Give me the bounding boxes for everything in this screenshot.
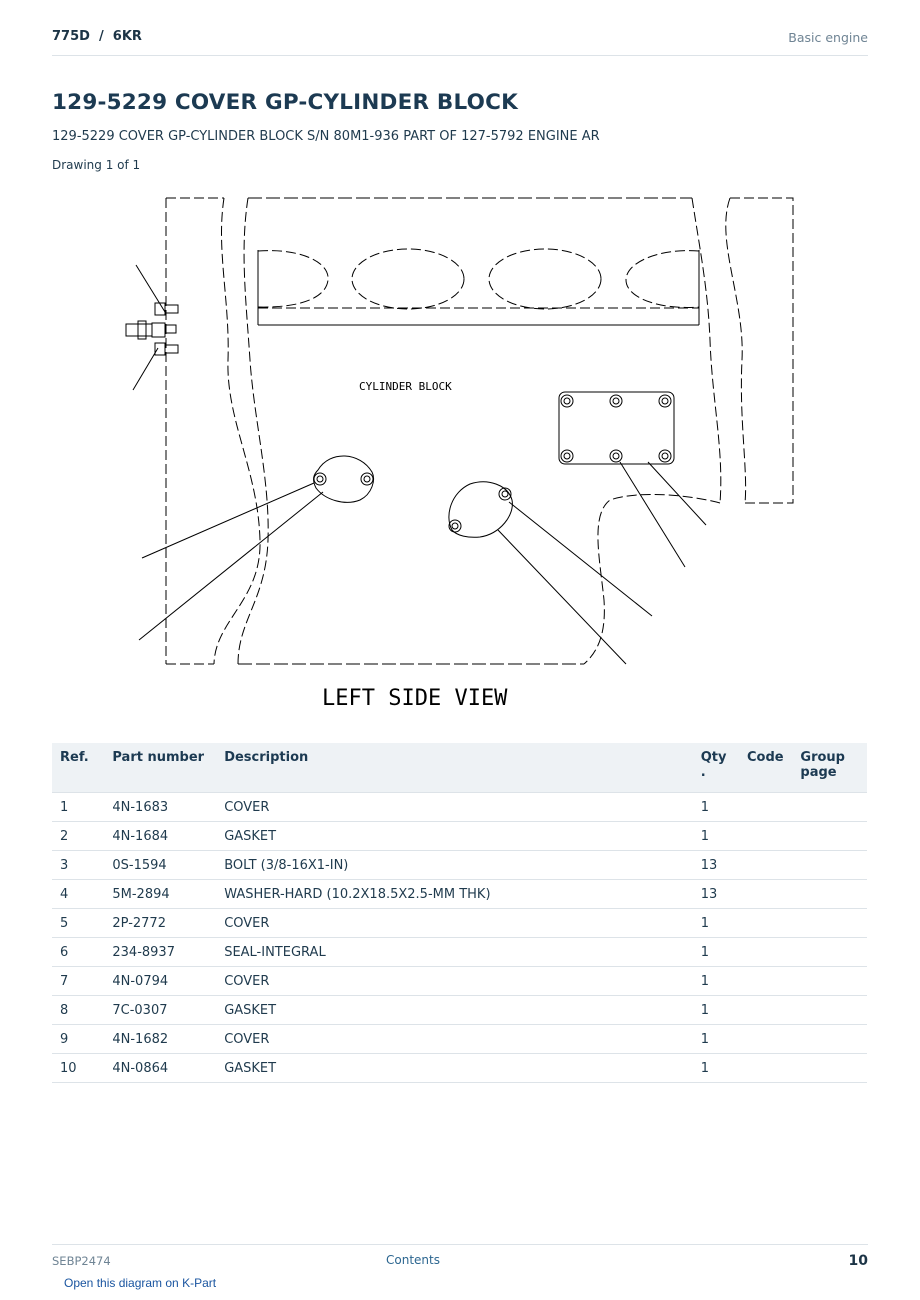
cell-group-page	[792, 851, 867, 880]
cell-ref: 4	[52, 880, 104, 909]
parts-table	[52, 743, 867, 1083]
cell-qty: 1	[693, 909, 739, 938]
cell-code	[739, 793, 792, 822]
cell-qty: 1	[693, 967, 739, 996]
col-description: Description	[216, 743, 693, 793]
cell-group-page	[792, 793, 867, 822]
table-row	[52, 938, 867, 967]
cell-part-number: 4N-1682	[104, 1025, 216, 1054]
cell-description: BOLT (3/8-16X1-IN)	[216, 851, 693, 880]
cell-description: COVER	[216, 909, 693, 938]
cell-qty: 1	[693, 1025, 739, 1054]
table-row	[52, 880, 867, 909]
cell-code	[739, 1054, 792, 1083]
cell-ref: 6	[52, 938, 104, 967]
cell-code	[739, 851, 792, 880]
table-header-row	[52, 743, 867, 793]
cell-qty: 1	[693, 1054, 739, 1083]
cell-group-page	[792, 967, 867, 996]
cell-group-page	[792, 909, 867, 938]
page-title: 129-5229 COVER GP-CYLINDER BLOCK	[52, 90, 518, 115]
cell-part-number: 0S-1594	[104, 851, 216, 880]
cell-group-page	[792, 822, 867, 851]
cell-qty: 1	[693, 793, 739, 822]
cell-code	[739, 822, 792, 851]
page-subtitle: 129-5229 COVER GP-CYLINDER BLOCK S/N 80M1-936 PART OF 127-5792 ENGINE AR	[52, 129, 600, 144]
col-group-page: Group page	[792, 743, 867, 793]
cell-group-page	[792, 996, 867, 1025]
diagram-caption: LEFT SIDE VIEW	[322, 686, 508, 711]
cell-code	[739, 1025, 792, 1054]
document-code: SEBP2474	[52, 1254, 111, 1268]
cell-ref: 5	[52, 909, 104, 938]
cell-part-number: 4N-1684	[104, 822, 216, 851]
table-row	[52, 793, 867, 822]
cell-qty: 1	[693, 996, 739, 1025]
drawing-count: Drawing 1 of 1	[52, 158, 141, 172]
table-row	[52, 1025, 867, 1054]
cell-group-page	[792, 1025, 867, 1054]
cell-ref: 9	[52, 1025, 104, 1054]
table-row	[52, 822, 867, 851]
diagram-inner-label: CYLINDER BLOCK	[359, 380, 452, 393]
parts-diagram	[90, 185, 830, 715]
cell-description: GASKET	[216, 822, 693, 851]
table-row	[52, 1054, 867, 1083]
table-row	[52, 967, 867, 996]
section-name: Basic engine	[788, 30, 868, 45]
table-row	[52, 851, 867, 880]
parts-table-body	[52, 793, 867, 1083]
cell-code	[739, 967, 792, 996]
cell-description: SEAL-INTEGRAL	[216, 938, 693, 967]
cell-description: COVER	[216, 793, 693, 822]
cell-part-number: 5M-2894	[104, 880, 216, 909]
cell-description: WASHER-HARD (10.2X18.5X2.5-MM THK)	[216, 880, 693, 909]
cell-group-page	[792, 880, 867, 909]
cell-qty: 13	[693, 851, 739, 880]
cell-part-number: 4N-1683	[104, 793, 216, 822]
cell-code	[739, 938, 792, 967]
cell-part-number: 2P-2772	[104, 909, 216, 938]
cell-code	[739, 996, 792, 1025]
page-number: 10	[848, 1253, 868, 1269]
col-ref: Ref.	[52, 743, 104, 793]
breadcrumb: 775D / 6KR	[52, 29, 142, 44]
cell-part-number: 234-8937	[104, 938, 216, 967]
cell-description: COVER	[216, 1025, 693, 1054]
cell-part-number: 7C-0307	[104, 996, 216, 1025]
kpart-link[interactable]: Open this diagram on K-Part	[64, 1276, 217, 1290]
cell-group-page	[792, 938, 867, 967]
cell-ref: 2	[52, 822, 104, 851]
table-row	[52, 996, 867, 1025]
table-row	[52, 909, 867, 938]
col-part-number: Part number	[104, 743, 216, 793]
col-code: Code	[739, 743, 792, 793]
cell-ref: 10	[52, 1054, 104, 1083]
col-qty: Qty .	[693, 743, 739, 793]
contents-link[interactable]: Contents	[386, 1253, 440, 1267]
cell-code	[739, 909, 792, 938]
cell-ref: 8	[52, 996, 104, 1025]
page-header	[52, 29, 868, 56]
cell-ref: 7	[52, 967, 104, 996]
cell-ref: 1	[52, 793, 104, 822]
cell-qty: 13	[693, 880, 739, 909]
cell-group-page	[792, 1054, 867, 1083]
cell-description: GASKET	[216, 996, 693, 1025]
cell-code	[739, 880, 792, 909]
cell-description: GASKET	[216, 1054, 693, 1083]
cell-qty: 1	[693, 822, 739, 851]
cell-qty: 1	[693, 938, 739, 967]
cell-part-number: 4N-0864	[104, 1054, 216, 1083]
cell-description: COVER	[216, 967, 693, 996]
cell-ref: 3	[52, 851, 104, 880]
cell-part-number: 4N-0794	[104, 967, 216, 996]
